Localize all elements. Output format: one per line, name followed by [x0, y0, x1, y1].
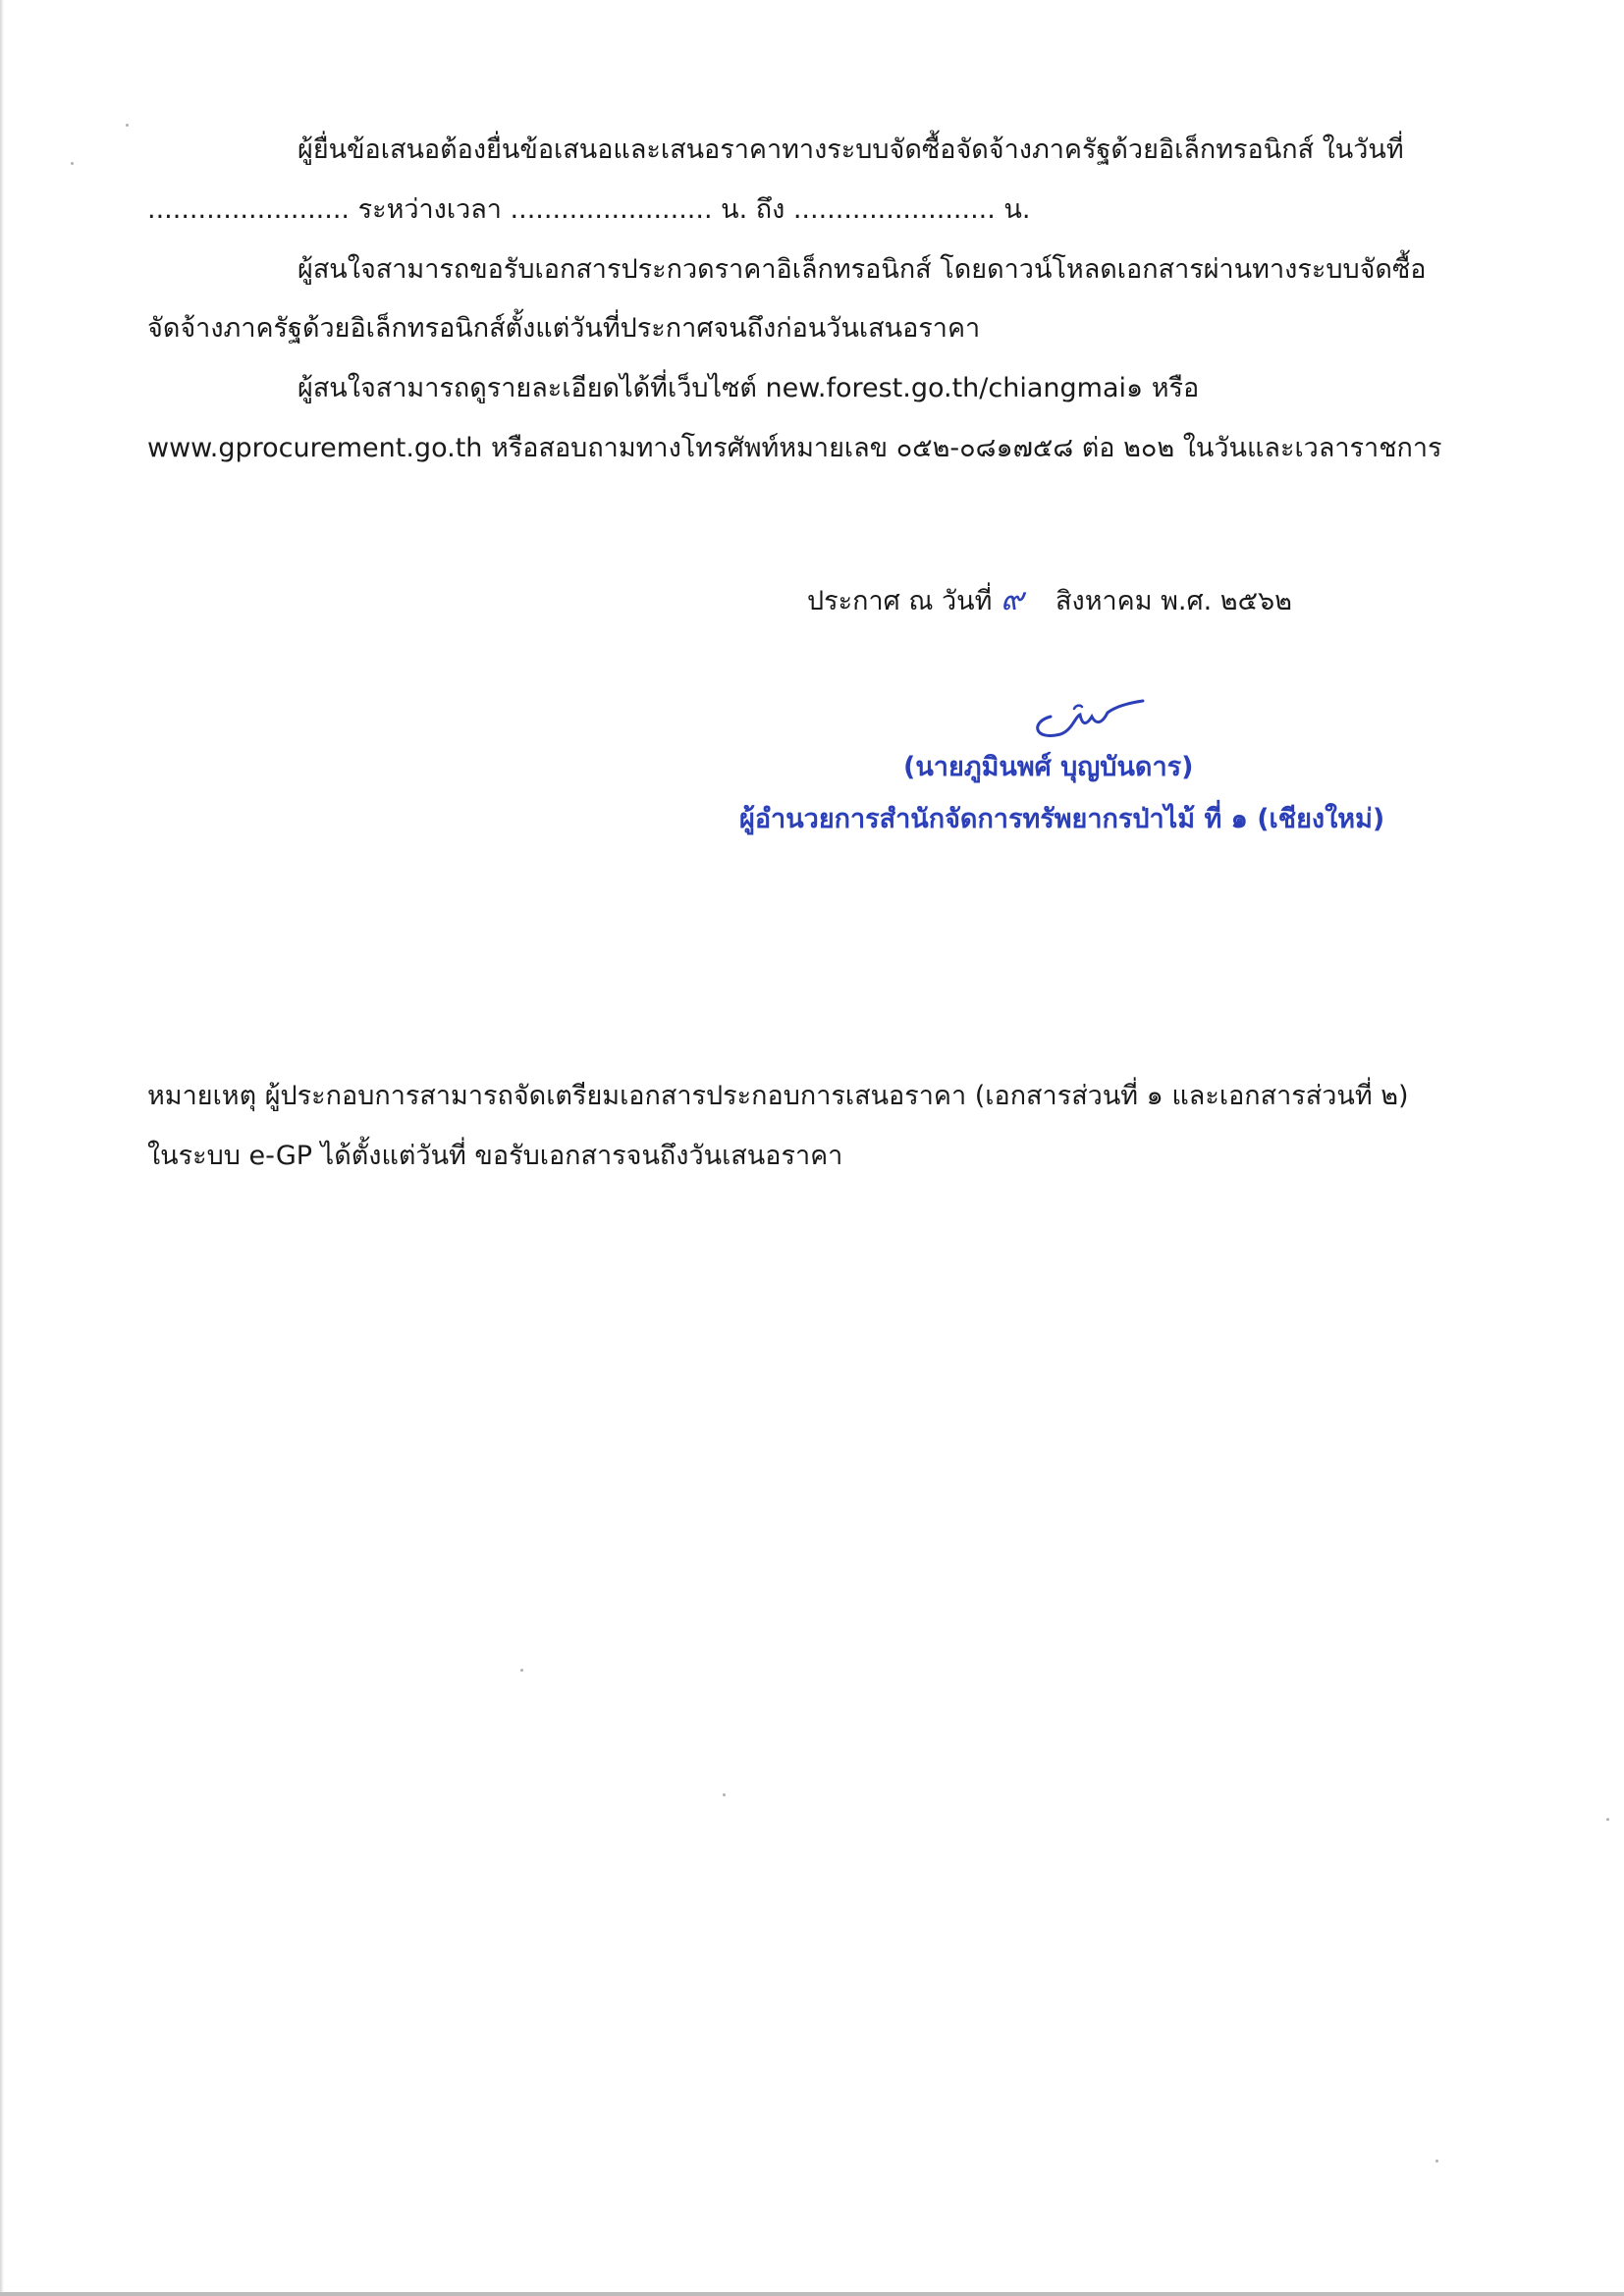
scan-speck — [1606, 1818, 1609, 1821]
paragraph-2-line-1: ผู้สนใจสามารถขอรับเอกสารประกวดราคาอิเล็กทรอนิกส์ โดยดาวน์โหลดเอกสารผ่านทางระบบจัดซื้อ — [298, 254, 1427, 285]
signatory-name: (นายภูมินพศ์ บุญบันดาร) — [903, 752, 1194, 782]
scan-speck — [71, 162, 74, 165]
paragraph-1-line-1: ผู้ยื่นข้อเสนอต้องยื่นข้อเสนอและเสนอราคาทางระบบจัดซื้อจัดจ้างภาครัฐด้วยอิเล็กทรอนิกส์ ในวันที่ — [298, 134, 1404, 165]
announcement-date — [807, 579, 1292, 621]
signatory-title: ผู้อำนวยการสำนักจัดการทรัพยากรป่าไม้ ที่ ๑ (เชียงใหม่) — [739, 804, 1385, 834]
paragraph-3-line-1: ผู้สนใจสามารถดูรายละเอียดได้ที่เว็บไซต์ new.forest.go.th/chiangmai๑ หรือ — [298, 373, 1200, 403]
paragraph-2-line-2: จัดจ้างภาครัฐด้วยอิเล็กทรอนิกส์ตั้งแต่วันที่ประกาศจนถึงก่อนวันเสนอราคา — [147, 313, 981, 344]
announcement-month-year: สิงหาคม พ.ศ. ๒๕๖๒ — [1056, 586, 1292, 616]
announcement-day: ๙ — [1001, 580, 1024, 617]
scan-speck — [126, 124, 129, 127]
paragraph-3-line-2: www.gprocurement.go.th หรือสอบถามทางโทรศัพท์หมายเลข ๐๕๒-๐๘๑๗๕๘ ต่อ ๒๐๒ ในวันและเวลาราชการ — [147, 433, 1442, 463]
handwritten-signature — [1021, 687, 1149, 746]
scan-speck — [1435, 2160, 1438, 2163]
scan-speck — [723, 1793, 726, 1796]
paragraph-1-line-2: ........................ ระหว่างเวลา ........................ น. ถึง ........................ น. — [147, 194, 1031, 225]
note-line-1: หมายเหตุ ผู้ประกอบการสามารถจัดเตรียมเอกสารประกอบการเสนอราคา (เอกสารส่วนที่ ๑ และเอกสารส่วนที่ ๒) — [147, 1081, 1409, 1111]
scan-bottom-edge — [0, 2292, 1624, 2296]
scan-speck — [520, 1669, 523, 1672]
scan-edge-shadow — [0, 0, 4, 2296]
announcement-prefix: ประกาศ ณ วันที่ — [807, 586, 993, 616]
note-line-2: ในระบบ e-GP ได้ตั้งแต่วันที่ ขอรับเอกสารจนถึงวันเสนอราคา — [147, 1141, 843, 1171]
